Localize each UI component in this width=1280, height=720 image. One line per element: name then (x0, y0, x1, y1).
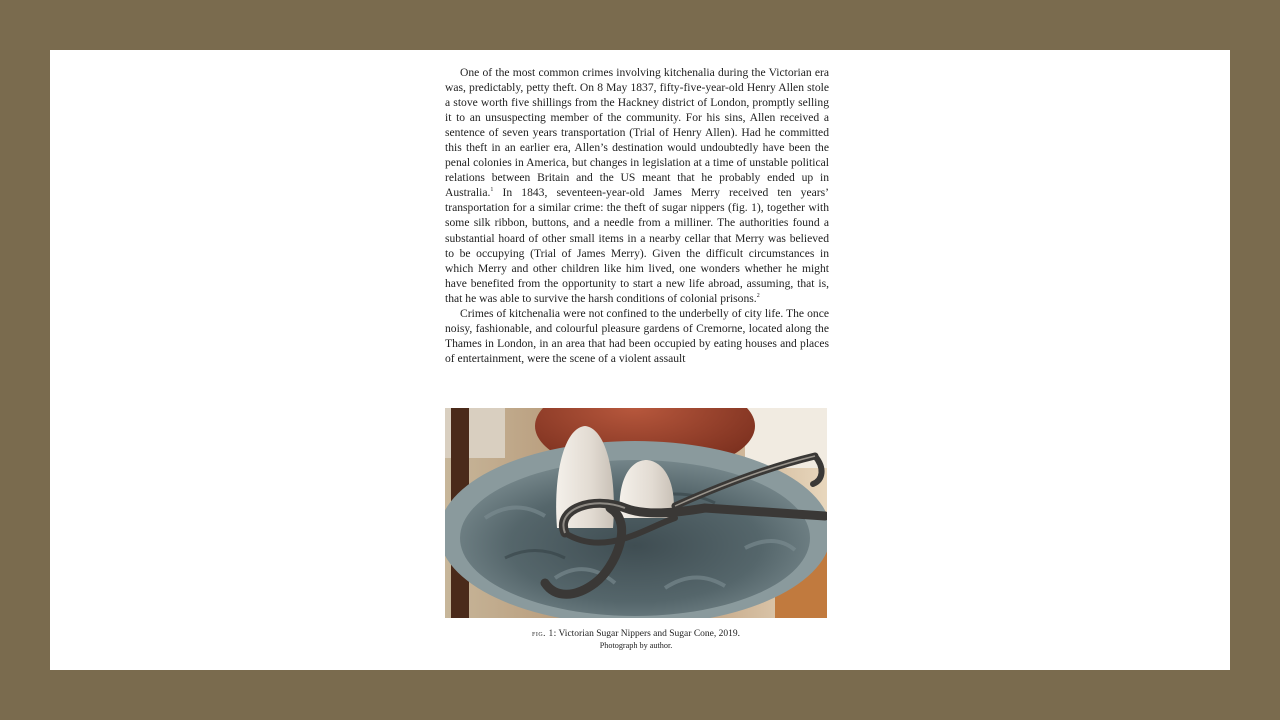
figure-label: fig. 1 (532, 628, 554, 638)
footnote-ref-2[interactable]: 2 (756, 292, 760, 299)
figure-photo-sugar-nippers (445, 408, 827, 618)
caption-line (445, 627, 827, 640)
paragraph-1-text-b: In 1843, seventeen-year-old James Merry received ten years’ transportation for a similar crime: the theft of sugar nippers (fig. 1), together with some silk ribbon, buttons, and a needle from a milliner. The authorities found a substantial hoard of other small items in a nearby cellar that Merry was believed to be occupying (Trial of James Merry). Given the difficult circumstances in which Merry and other children like him lived, one wonders whether he might have benefited from the opportunity to start a new life abroad, assuming, that is, that he was able to survive the harsh conditions of colonial prisons. (445, 186, 829, 305)
caption-credit: Photograph by author. (599, 641, 673, 650)
figure-caption (445, 627, 827, 652)
document-page (50, 50, 1230, 670)
paragraph-1 (445, 65, 829, 306)
paragraph-2: Crimes of kitchenalia were not confined to the underbelly of city life. The once noisy, fashionable, and colourful pleasure gardens of Cremorne, located along the Thames in London, in an area that had been occupied by eating houses and places of entertainment, were the scene of a violent assault (445, 306, 829, 365)
caption-text: : Victorian Sugar Nippers and Sugar Cone, 2019. (553, 629, 740, 639)
paragraph-1-text-a: One of the most common crimes involving kitchenalia during the Victorian era was, predictably, petty theft. On 8 May 1837, fifty-five-year-old Henry Allen stole a stove worth five shillings from the Hackney district of London, promptly selling it to an unsuspecting member of the community. For his sins, Allen received a sentence of seven years transportation (Trial of Henry Allen). Had he committed this theft in an earlier era, Allen’s destination would undoubtedly have been the penal colonies in America, but changes in legislation at a time of unstable political relations between Britain and the US meant that he probably ended up in Australia. (445, 66, 829, 200)
body-text (445, 65, 829, 366)
footnote-ref-1[interactable]: 1 (490, 187, 494, 194)
